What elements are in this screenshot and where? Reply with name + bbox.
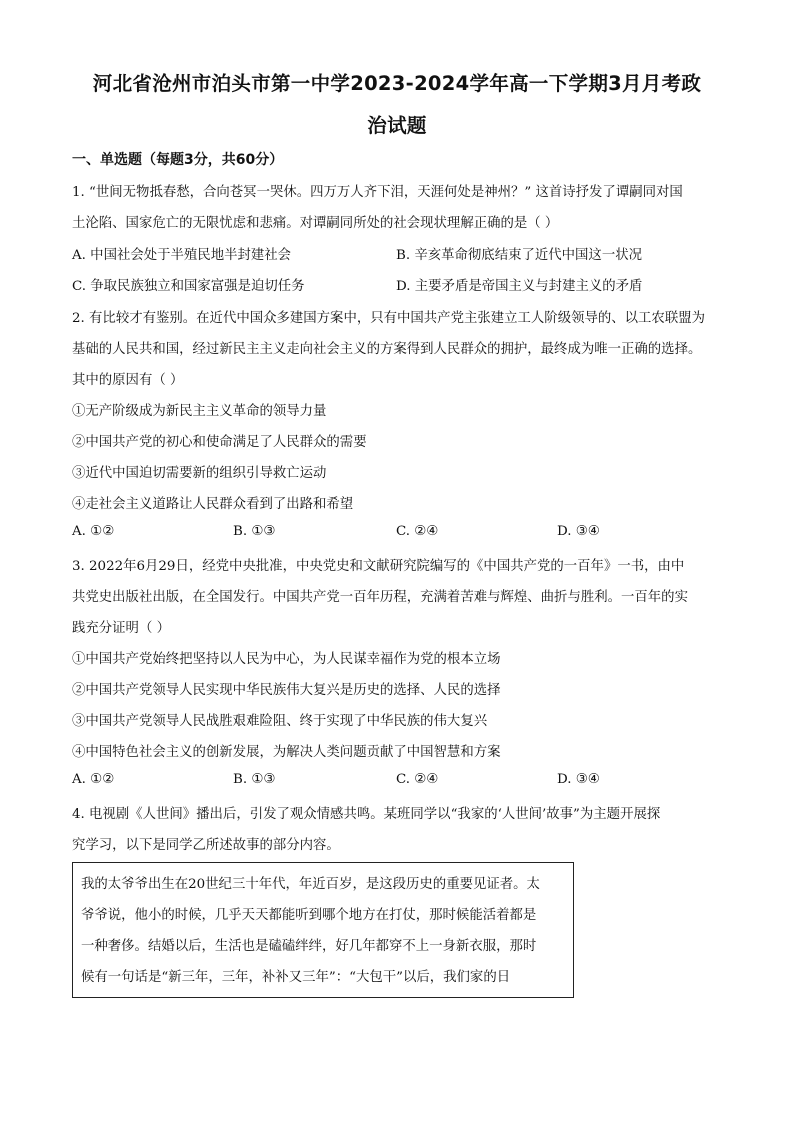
q4-stem-line-1: 4. 电视剧《人世间》播出后，引发了观众情感共鸣。某班同学以“我家的‘人世间’故事”为主题开展探 [72,807,661,822]
q2-statement-1: ①无产阶级成为新民主主义革命的领导力量 [72,404,327,419]
q3-stem-line-2: 共党史出版社出版，在全国发行。中国共产党一百年历程，充满着苦难与辉煌、曲折与胜利。一百年的实 [72,590,688,605]
q3-statement-3: ③中国共产党领导人民战胜艰难险阻、终于实现了中华民族的伟大复兴 [72,714,488,729]
q4-stem-line-2: 究学习，以下是同学乙所述故事的部分内容。 [72,838,340,853]
q2-statement-4: ④走社会主义道路让人民群众看到了出路和希望 [72,497,354,512]
q3-option-a: A. ①② [72,772,115,787]
q2-stem-line-2: 基础的人民共和国，经过新民主主义走向社会主义的方案得到人民群众的拥护，最终成为唯一正确的选择。 [72,342,702,357]
q4-material-box [72,862,574,998]
q2-option-a: A. ①② [72,524,115,539]
q1-option-a: A. 中国社会处于半殖民地半封建社会 [72,248,292,263]
q4-material-line-4: 候有一句话是“新三年，三年，补补又三年”：“大包干”以后，我们家的日 [81,970,511,985]
q2-option-b: B. ①③ [233,524,276,539]
q4-material-line-1: 我的太爷爷出生在20世纪三十年代，年近百岁，是这段历史的重要见证者。太 [81,877,540,892]
q3-option-d: D. ③④ [557,772,600,787]
q1-stem-line-2: 土沦陷、国家危亡的无限忧虑和悲痛。对谭嗣同所处的社会现状理解正确的是（ ） [72,216,559,231]
section-heading: 一、单选题（每题3分，共60分） [72,152,284,168]
q3-stem-line-1: 3. 2022年6月29日，经党中央批准，中央党史和文献研究院编写的《中国共产党的一百年》一书，由中 [72,559,685,574]
q1-option-c: C. 争取民族独立和国家富强是迫切任务 [72,279,305,294]
q4-material-line-2: 爷爷说，他小的时候，几乎天天都能听到哪个地方在打仗，那时候能活着都是 [81,908,537,923]
document-title-line-1: 河北省沧州市泊头市第一中学2023-2024学年高一下学期3月月考政 [92,72,702,95]
q3-statement-2: ②中国共产党领导人民实现中华民族伟大复兴是历史的选择、人民的选择 [72,683,501,698]
q2-statement-3: ③近代中国迫切需要新的组织引导救亡运动 [72,466,327,481]
q1-option-d: D. 主要矛盾是帝国主义与封建主义的矛盾 [396,279,643,294]
q1-option-b: B. 辛亥革命彻底结束了近代中国这一状况 [396,248,642,263]
q3-option-b: B. ①③ [233,772,276,787]
q3-stem-line-3: 践充分证明（ ） [72,621,170,636]
q3-option-c: C. ②④ [396,772,439,787]
q2-stem-line-3: 其中的原因有（ ） [72,373,184,388]
document-title-line-2: 治试题 [367,114,427,137]
q3-statement-1: ①中国共产党始终把坚持以人民为中心，为人民谋幸福作为党的根本立场 [72,652,501,667]
q2-option-d: D. ③④ [557,524,600,539]
q2-option-c: C. ②④ [396,524,439,539]
q2-statement-2: ②中国共产党的初心和使命满足了人民群众的需要 [72,435,367,450]
q3-statement-4: ④中国特色社会主义的创新发展，为解决人类问题贡献了中国智慧和方案 [72,745,501,760]
q2-stem-line-1: 2. 有比较才有鉴别。在近代中国众多建国方案中，只有中国共产党主张建立工人阶级领导的、以工农联盟为 [72,311,705,326]
q1-stem-line-1: 1. “世间无物抵春愁，合向苍冥一哭休。四万万人齐下泪，天涯何处是神州？” 这首诗抒发了谭嗣同对国 [72,185,683,200]
q4-material-line-3: 一种奢侈。结婚以后，生活也是磕磕绊绊，好几年都穿不上一身新衣服，那时 [81,939,537,954]
